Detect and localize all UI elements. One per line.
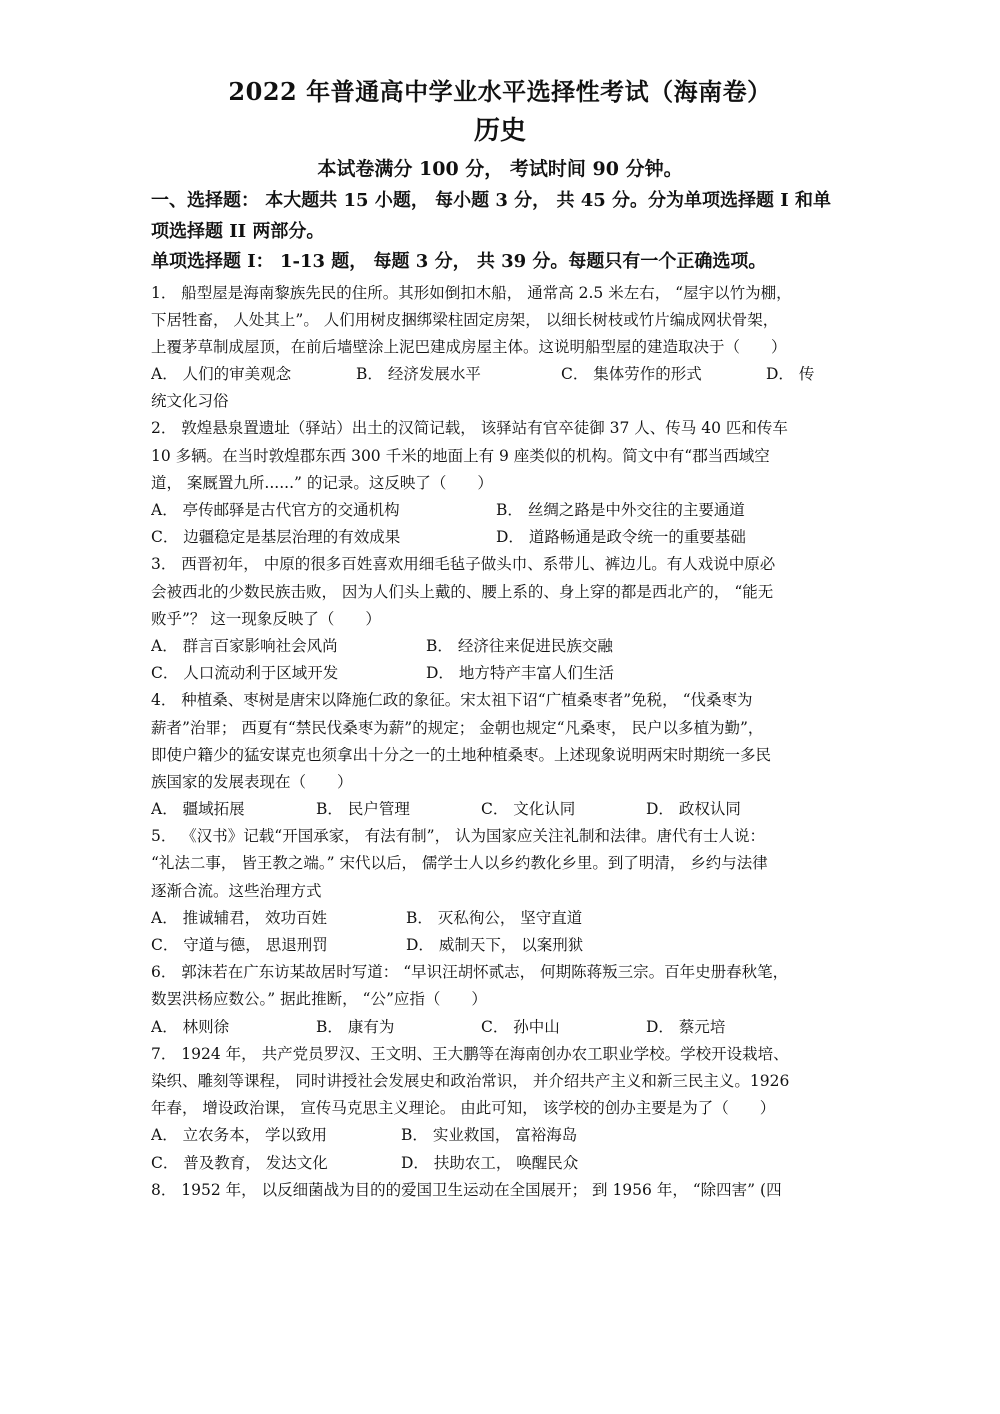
question-text: 10 多辆。在当时敦煌郡东西 300 千米的地面上有 9 座类似的机构。简文中有“郡当西域空 [151, 446, 770, 465]
part-heading: 单项选择题 I： 1-13 题， 每题 3 分， 共 39 分。每题只有一个正确选项。 [151, 251, 767, 272]
question-text: 道， 案厩置九所......” 的记录。这反映了（ ） [151, 473, 493, 492]
option-b: B． 丝绸之路是中外交往的主要通道 [496, 501, 745, 519]
question-text: 1． 船型屋是海南黎族先民的住所。其形如倒扣木船， 通常高 2.5 米左右， “屋宇以竹为棚， [151, 283, 792, 302]
section-heading: 一、选择题： 本大题共 15 小题， 每小题 3 分， 共 45 分。分为单项选择题 I 和单 [151, 190, 831, 211]
option-d: D． 传 [766, 365, 815, 384]
option-b: B． 民户管理 [316, 800, 410, 819]
option-a: A． 推诚辅君， 效功百姓 [151, 908, 328, 927]
question-text: 上覆茅草制成屋顶，在前后墙壁涂上泥巴建成房屋主体。这说明船型屋的建造取决于（ ） [151, 337, 787, 356]
option-d: D． 地方特产丰富人们生活 [426, 664, 614, 683]
subject-title: 历史 [473, 116, 526, 146]
option-a: A． 林则徐 [151, 1017, 230, 1036]
option-c: C． 守道与德， 思退刑罚 [151, 936, 328, 954]
question-text: 会被西北的少数民族击败， 因为人们头上戴的、腰上系的、身上穿的都是西北产的， “能无 [151, 582, 774, 601]
options-row [151, 905, 851, 932]
option-d: D． 威制天下， 以案刑狱 [406, 936, 584, 954]
question-4 [151, 687, 851, 823]
options-row [151, 1150, 851, 1177]
option-b: B． 经济发展水平 [356, 365, 481, 384]
option-c: C． 普及教育， 发达文化 [151, 1153, 328, 1172]
question-text: 8． 1952 年， 以反细菌战为目的的爱国卫生运动在全国展开； 到 1956 年， “除四害” (四 [151, 1180, 782, 1199]
question-text: 2． 敦煌悬泉置遗址（驿站）出土的汉简记载， 该驿站有官卒徒御 37 人、传马 40 匹和传车 [151, 419, 788, 438]
options-row [151, 1014, 851, 1041]
section-heading-cont: 项选择题 II 两部分。 [151, 220, 325, 242]
question-8 [151, 1177, 851, 1204]
option-c: C． 孙中山 [481, 1017, 560, 1036]
question-7 [151, 1041, 851, 1177]
options-row [151, 660, 851, 687]
question-6 [151, 959, 851, 1041]
option-a: A． 立农务本， 学以致用 [151, 1126, 328, 1145]
question-text: 5． 《汉书》记载“开国承家， 有法有制”， 认为国家应关注礼制和法律。唐代有士人说： [151, 827, 765, 846]
option-b: B． 实业救国， 富裕海岛 [401, 1126, 578, 1145]
question-text: 4． 种植桑、枣树是唐宋以降施仁政的象征。宋太祖下诏“广植桑枣者”免税， “伐桑枣为 [151, 691, 753, 710]
question-text: 3． 西晋初年， 中原的很多百姓喜欢用细毛毡子做头巾、系带儿、裤边儿。有人戏说中原必 [151, 555, 776, 574]
option-b: B． 康有为 [316, 1017, 395, 1036]
option-d: D． 政权认同 [646, 800, 741, 819]
question-text: 败乎”？ 这一现象反映了（ ） [151, 609, 381, 628]
options-row [151, 361, 851, 388]
question-text: 即使户籍少的猛安谋克也须拿出十分之一的土地种植桑枣。上述现象说明两宋时期统一多民 [151, 745, 772, 764]
option-c: C． 文化认同 [481, 800, 576, 819]
question-text: 染织、雕刻等课程， 同时讲授社会发展史和政治常识， 并介绍共产主义和新三民主义。1926 [151, 1071, 790, 1090]
option-d: D． 扶助农工， 唤醒民众 [401, 1153, 579, 1172]
exam-info: 本试卷满分 100 分， 考试时间 90 分钟。 [317, 158, 683, 180]
question-text: 6． 郭沫若在广东访某故居时写道： “早识汪胡怀贰志， 何期陈蒋叛三宗。百年史册春秋笔， [151, 963, 789, 982]
option-d-cont: 统文化习俗 [151, 392, 229, 411]
exam-body [151, 186, 851, 1204]
option-a: A． 群言百家影响社会风尚 [151, 636, 338, 655]
option-b: B． 灭私徇公， 坚守直道 [406, 908, 583, 927]
options-row [151, 633, 851, 660]
option-c: C． 边疆稳定是基层治理的有效成果 [151, 528, 401, 547]
options-row [151, 796, 851, 823]
question-text: 族国家的发展表现在（ ） [151, 772, 353, 791]
exam-title: 2022 年普通高中学业水平选择性考试（海南卷） [228, 77, 772, 106]
options-row [151, 497, 851, 524]
option-d: D． 蔡元培 [646, 1017, 726, 1036]
option-c: C． 人口流动利于区域开发 [151, 664, 339, 683]
question-5 [151, 823, 851, 959]
question-text: 年春， 增设政治课， 宣传马克思主义理论。 由此可知， 该学校的创办主要是为了（ ） [151, 1099, 776, 1118]
question-text: 数罢洪杨应数公。” 据此推断， “公”应指（ ） [151, 990, 487, 1009]
question-1 [151, 280, 851, 416]
question-text: “礼法二事， 皆王教之端。” 宋代以后， 儒学士人以乡约教化乡里。到了明清， 乡约与法律 [151, 854, 768, 873]
question-text: 7． 1924 年， 共产党员罗汉、王文明、王大鹏等在海南创办农工职业学校。学校开设栽培、 [151, 1044, 789, 1063]
options-row [151, 524, 851, 551]
question-text: 逐渐合流。这些治理方式 [151, 881, 322, 900]
option-a: A． 疆域拓展 [151, 800, 245, 819]
option-a: A． 人们的审美观念 [151, 365, 292, 384]
option-b: B． 经济往来促进民族交融 [426, 636, 613, 655]
question-3 [151, 551, 851, 687]
options-row [151, 932, 851, 959]
question-2 [151, 415, 851, 551]
question-text: 下居牲畜， 人处其上”。 人们用树皮捆绑梁柱固定房架， 以细长树枝或竹片编成网状骨架， [151, 310, 779, 329]
question-text: 薪者”治罪； 西夏有“禁民伐桑枣为薪”的规定； 金朝也规定“凡桑枣， 民户以多植为勤”， [151, 718, 764, 737]
options-row [151, 1122, 851, 1149]
option-a: A． 亭传邮驿是古代官方的交通机构 [151, 501, 400, 519]
option-c: C． 集体劳作的形式 [561, 365, 702, 384]
option-d: D． 道路畅通是政令统一的重要基础 [496, 528, 746, 547]
